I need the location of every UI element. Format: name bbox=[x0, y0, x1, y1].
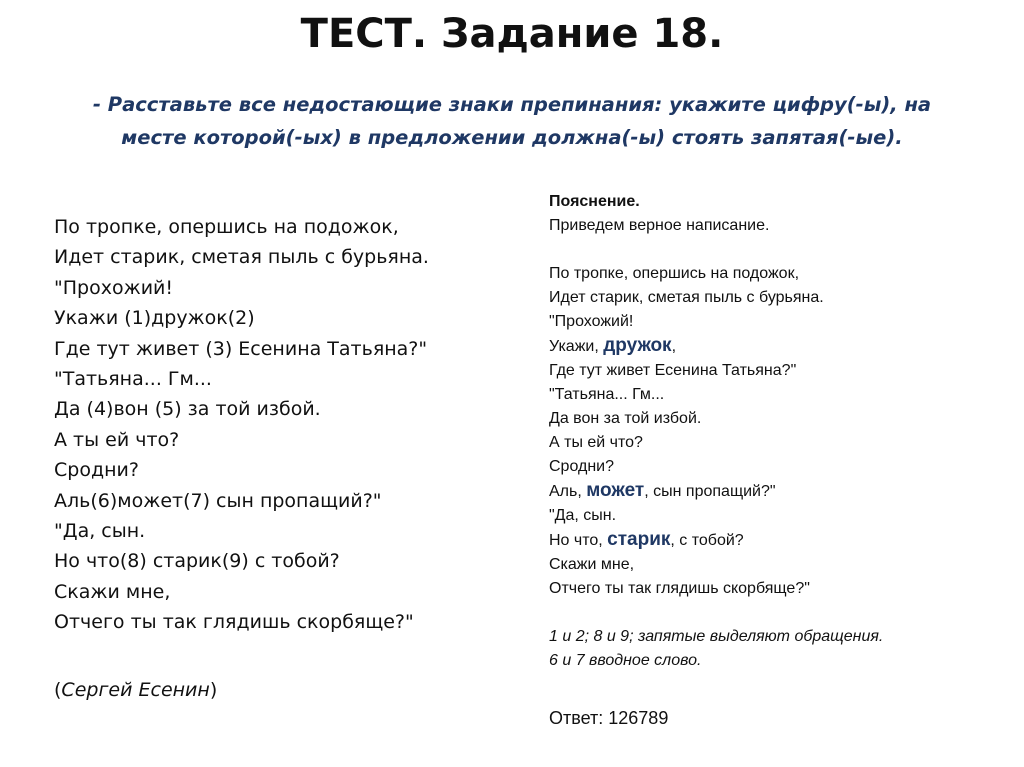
line-text: Укажи, bbox=[549, 338, 604, 355]
corrected-line: "Татьяна... Гм... bbox=[549, 386, 665, 403]
poem-line: Отчего ты так глядишь скорбяще?" bbox=[54, 611, 414, 634]
corrected-line: По тропке, опершись на подожок, bbox=[549, 265, 800, 282]
poem-line: По тропке, опершись на подожок, bbox=[54, 216, 399, 238]
poem-line: Сродни? bbox=[54, 459, 139, 482]
corrected-line bbox=[549, 479, 999, 504]
corrected-line bbox=[549, 528, 999, 553]
author-name: Сергей Есенин bbox=[61, 679, 210, 701]
author-paren-open: ( bbox=[54, 679, 62, 701]
corrected-line: А ты ей что? bbox=[549, 434, 643, 451]
line-text: , bbox=[671, 338, 677, 355]
spacer bbox=[549, 601, 999, 625]
corrected-line bbox=[549, 334, 999, 359]
explanation-panel bbox=[549, 190, 999, 673]
line-text: Аль, bbox=[549, 483, 587, 500]
page-title: ТЕСТ. Задание 18. bbox=[300, 11, 724, 57]
poem-line: Скажи мне, bbox=[54, 580, 171, 603]
explanation-note: 6 и 7 вводное слово. bbox=[549, 652, 702, 669]
highlighted-word: может bbox=[586, 480, 645, 501]
corrected-line: Скажи мне, bbox=[549, 556, 635, 573]
corrected-line: Отчего ты так глядишь скорбяще?" bbox=[549, 580, 810, 597]
poem-line: Да (4)вон (5) за той избой. bbox=[54, 398, 321, 421]
poem-line: "Да, сын. bbox=[54, 520, 146, 543]
highlighted-word: старик bbox=[607, 529, 671, 550]
explanation-note: 1 и 2; 8 и 9; запятые выделяют обращения. bbox=[549, 628, 884, 645]
corrected-line: Идет старик, сметая пыль с бурьяна. bbox=[549, 289, 824, 306]
poem-text bbox=[54, 212, 504, 638]
corrected-line: Да вон за той избой. bbox=[549, 410, 702, 427]
poem-line: Аль(6)может(7) сын пропащий?" bbox=[54, 489, 382, 512]
highlighted-word: дружок bbox=[603, 335, 672, 356]
poem-line: Но что(8) старик(9) с тобой? bbox=[54, 550, 340, 573]
line-text: , с тобой? bbox=[670, 532, 744, 549]
spacer bbox=[549, 238, 999, 262]
instruction-line-2: месте которой(-ых) в предложении должна(-ы) стоять запятая(-ые). bbox=[121, 126, 903, 149]
poem-line: Идет старик, сметая пыль с бурьяна. bbox=[54, 246, 429, 269]
poem-line: Где тут живет (3) Есенина Татьяна?" bbox=[54, 337, 428, 360]
line-text: , сын пропащий?" bbox=[644, 483, 776, 500]
poem-line: А ты ей что? bbox=[54, 428, 180, 451]
corrected-line: "Прохожий! bbox=[549, 313, 634, 330]
poem-line: Укажи (1)дружок(2) bbox=[54, 307, 255, 330]
explanation-heading: Пояснение. bbox=[549, 193, 640, 210]
poem-line: "Татьяна... Гм... bbox=[54, 368, 212, 391]
line-text: Но что, bbox=[549, 532, 608, 549]
explanation-intro: Приведем верное написание. bbox=[549, 217, 770, 234]
poem-author bbox=[54, 675, 217, 705]
answer-text: Ответ: 126789 bbox=[549, 708, 669, 728]
corrected-line: Сродни? bbox=[549, 458, 615, 475]
corrected-line: "Да, сын. bbox=[549, 507, 617, 524]
task-instruction bbox=[60, 88, 964, 154]
poem-line: "Прохожий! bbox=[54, 276, 174, 299]
instruction-line-1: - Расставьте все недостающие знаки препинания: укажите цифру(-ы), на bbox=[92, 93, 932, 116]
author-paren-close: ) bbox=[209, 679, 218, 701]
corrected-line: Где тут живет Есенина Татьяна?" bbox=[549, 362, 797, 379]
